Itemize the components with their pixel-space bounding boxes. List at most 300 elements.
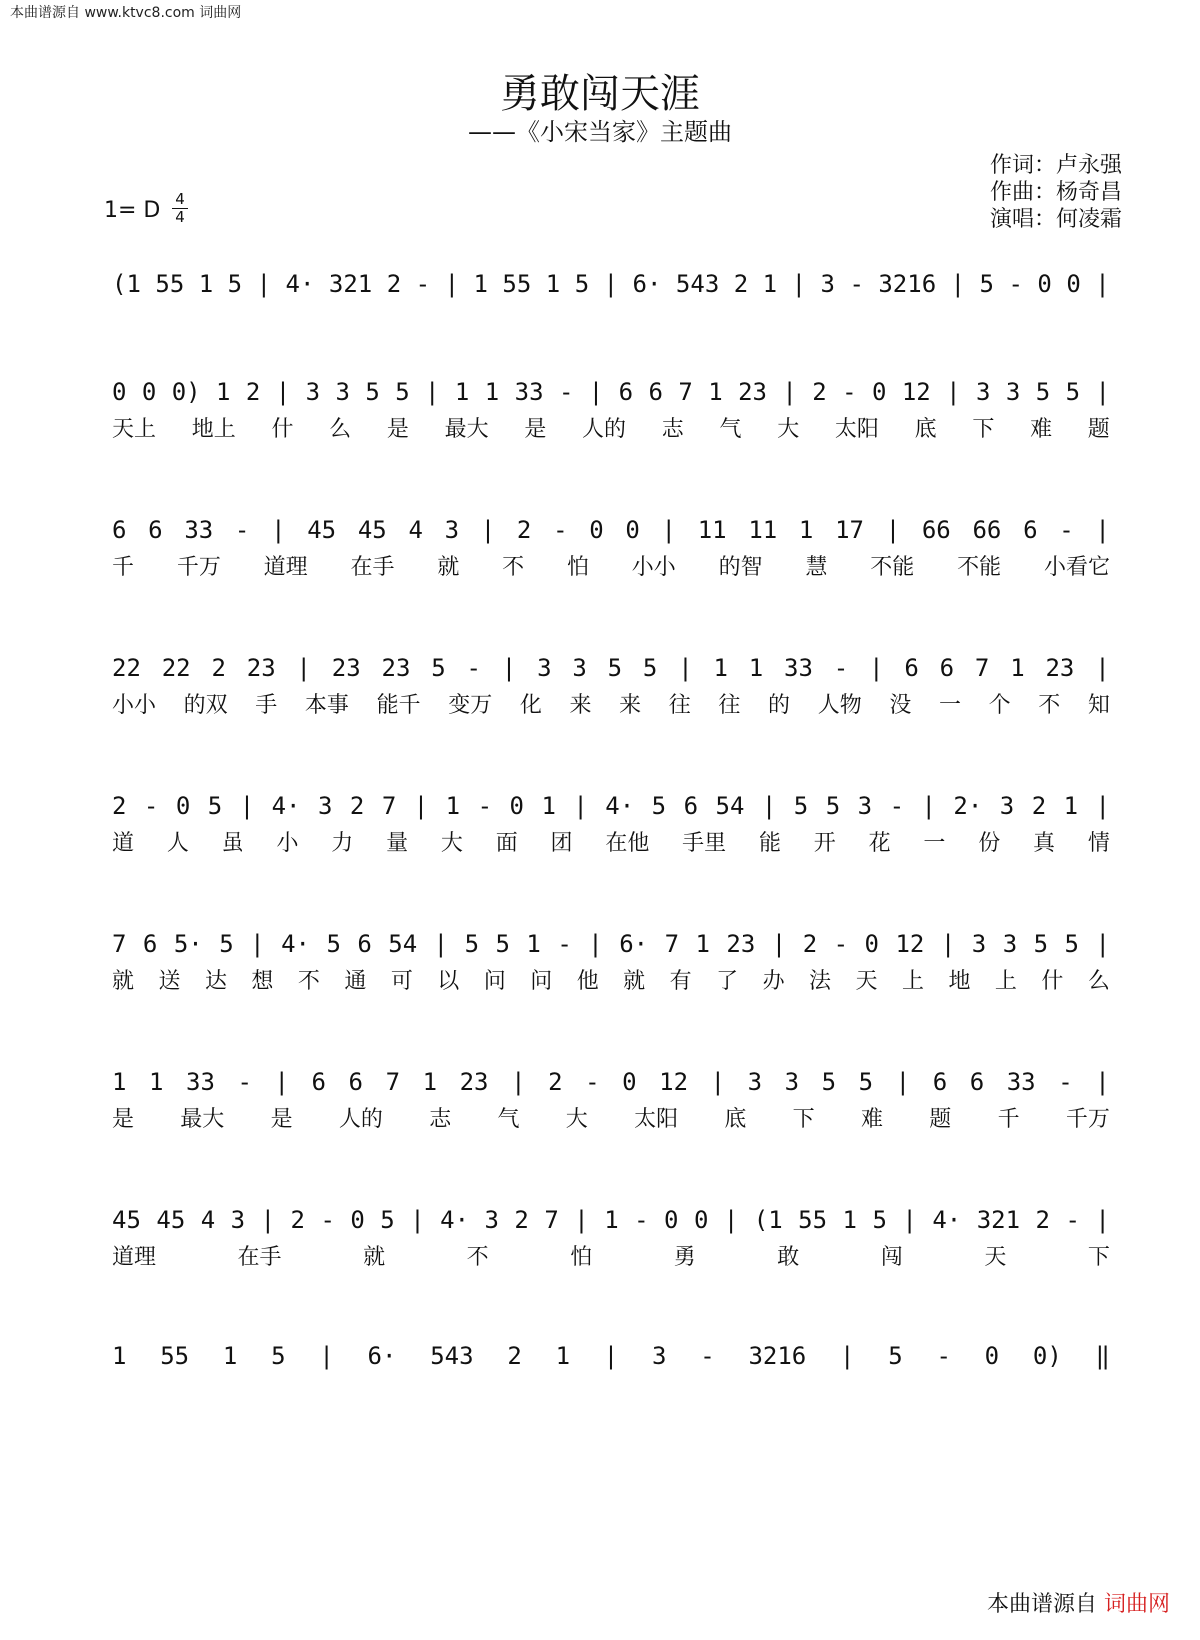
lyric-syllable: 的智 bbox=[718, 555, 763, 580]
lyric-syllable: 是 bbox=[112, 1107, 135, 1132]
note: 2 bbox=[1031, 792, 1047, 820]
lyric-syllable: 不能 bbox=[957, 555, 1002, 580]
note: 5 bbox=[431, 654, 446, 682]
lyric-syllable: 以 bbox=[437, 969, 460, 994]
note: 1 bbox=[422, 1068, 438, 1096]
lyric-syllable: 下 bbox=[792, 1107, 815, 1132]
lyric-syllable: 就 bbox=[112, 969, 135, 994]
note: - bbox=[585, 1068, 600, 1096]
barline: | bbox=[275, 378, 291, 406]
note: 45 bbox=[112, 1206, 141, 1234]
lyric-syllable: 手里 bbox=[682, 831, 727, 856]
note: 5 bbox=[858, 1068, 874, 1096]
lyric-syllable: 在手 bbox=[350, 555, 395, 580]
lyric-syllable: 不能 bbox=[870, 555, 915, 580]
lyric-syllable: 道理 bbox=[263, 555, 308, 580]
note: 6 bbox=[939, 654, 955, 682]
note: 0 bbox=[625, 516, 640, 544]
note: 0 bbox=[664, 1206, 679, 1234]
barline: | bbox=[869, 654, 884, 682]
lyric-syllable: 志 bbox=[429, 1107, 452, 1132]
note: 1 bbox=[762, 270, 778, 298]
note: 5 bbox=[464, 930, 480, 958]
notes-line bbox=[112, 924, 1110, 964]
note: 5 bbox=[227, 270, 243, 298]
lyric-syllable: 什 bbox=[1041, 969, 1064, 994]
lyric-syllable: 通 bbox=[344, 969, 367, 994]
note: 5 bbox=[495, 930, 510, 958]
note: - bbox=[833, 654, 849, 682]
note: - bbox=[849, 270, 864, 298]
note: 1 bbox=[149, 1068, 164, 1096]
lyric-syllable: 小小 bbox=[631, 555, 676, 580]
note: 45 bbox=[307, 516, 337, 544]
note: - bbox=[1008, 270, 1023, 298]
lyric-syllable: 面 bbox=[495, 831, 518, 856]
lyric-syllable: 小 bbox=[276, 831, 299, 856]
note: 5 bbox=[888, 1342, 903, 1370]
barline: | bbox=[950, 270, 966, 298]
note: 23 bbox=[331, 654, 361, 682]
note: 33 bbox=[1006, 1068, 1036, 1096]
lyric-syllable: 就 bbox=[623, 969, 646, 994]
note: 7 bbox=[112, 930, 127, 958]
note: 11 bbox=[697, 516, 727, 544]
note: 321 bbox=[328, 270, 373, 298]
lyric-syllable: 开 bbox=[813, 831, 836, 856]
barline: | bbox=[256, 270, 272, 298]
lyric-syllable: 千 bbox=[997, 1107, 1020, 1132]
barline: | bbox=[771, 930, 787, 958]
note: 55 bbox=[160, 1342, 190, 1370]
note: 0 bbox=[175, 792, 191, 820]
note: 66 bbox=[921, 516, 951, 544]
lyrics-line bbox=[112, 1102, 1110, 1133]
lyric-syllable: 虽 bbox=[221, 831, 244, 856]
note: 3 bbox=[230, 1206, 246, 1234]
note: 7 bbox=[381, 792, 397, 820]
note: 3 bbox=[652, 1342, 667, 1370]
note: 5 bbox=[651, 792, 667, 820]
note: 5 bbox=[1033, 930, 1049, 958]
note: 0 bbox=[871, 378, 887, 406]
lyric-syllable: 大 bbox=[565, 1107, 588, 1132]
note: 6 bbox=[142, 930, 158, 958]
barline: | bbox=[573, 792, 588, 820]
score-row bbox=[112, 924, 1110, 994]
lyric-syllable: 底 bbox=[724, 1107, 747, 1132]
note: 2 bbox=[514, 1206, 529, 1234]
lyric-syllable: 最大 bbox=[180, 1107, 225, 1132]
song-subtitle: ——《小宋当家》主题曲 bbox=[468, 118, 732, 146]
note: 5 bbox=[365, 378, 380, 406]
note: 12 bbox=[895, 930, 925, 958]
lyric-syllable: 底 bbox=[914, 417, 937, 442]
note: 5 bbox=[380, 1206, 395, 1234]
lyric-syllable: 本事 bbox=[304, 693, 349, 718]
note: - bbox=[237, 1068, 252, 1096]
note: 1 bbox=[526, 930, 541, 958]
note: - bbox=[558, 378, 574, 406]
barline: | bbox=[885, 516, 901, 544]
credit-lyricist: 作词：卢永强 bbox=[989, 153, 1122, 178]
barline: | bbox=[902, 1206, 917, 1234]
barline: | bbox=[1095, 516, 1110, 544]
note: 2 bbox=[211, 654, 226, 682]
note: 2 bbox=[290, 1206, 305, 1234]
notes-line bbox=[112, 1200, 1110, 1240]
lyric-syllable: 题 bbox=[929, 1107, 952, 1132]
credits-block bbox=[990, 152, 1122, 233]
lyric-syllable: 就 bbox=[437, 555, 460, 580]
lyric-syllable: 他 bbox=[576, 969, 599, 994]
barline: | bbox=[271, 516, 286, 544]
lyric-syllable: 达 bbox=[204, 969, 227, 994]
note: 33 bbox=[784, 654, 813, 682]
note: 7 bbox=[544, 1206, 559, 1234]
lyric-syllable: 力 bbox=[331, 831, 354, 856]
lyric-syllable: 闯 bbox=[880, 1245, 903, 1270]
credit-singer: 演唱：何凌霜 bbox=[989, 207, 1122, 232]
note: 5 bbox=[395, 378, 410, 406]
note: 1 bbox=[798, 516, 814, 544]
barline: | bbox=[433, 930, 449, 958]
note: - bbox=[143, 792, 159, 820]
note: 3 bbox=[999, 792, 1015, 820]
note: 11 bbox=[748, 516, 778, 544]
lyric-syllable: 敢 bbox=[777, 1245, 800, 1270]
top-watermark: 本曲谱源自 www.ktvc8.com 词曲网 bbox=[10, 5, 242, 21]
note: 22 bbox=[161, 654, 191, 682]
barline: | bbox=[480, 516, 496, 544]
note: 3 bbox=[537, 654, 552, 682]
note: 1 bbox=[198, 270, 214, 298]
lyric-syllable: 什 bbox=[271, 417, 294, 442]
lyric-syllable: 不 bbox=[1038, 693, 1061, 718]
note: 2 bbox=[349, 792, 365, 820]
barline: | bbox=[1095, 792, 1110, 820]
note: 1 bbox=[222, 1342, 238, 1370]
note: 4· bbox=[605, 792, 635, 820]
lyric-syllable: 地上 bbox=[191, 417, 236, 442]
note: 3 bbox=[484, 1206, 499, 1234]
lyric-syllable: 小看它 bbox=[1043, 555, 1110, 580]
lyric-syllable: 往 bbox=[668, 693, 691, 718]
lyric-syllable: 手 bbox=[255, 693, 278, 718]
note: 2 bbox=[812, 378, 827, 406]
barline: | bbox=[260, 1206, 276, 1234]
note: 2 bbox=[112, 792, 127, 820]
barline: | bbox=[1095, 930, 1110, 958]
note: 23 bbox=[381, 654, 411, 682]
note: 0 bbox=[864, 930, 879, 958]
time-signature bbox=[172, 192, 188, 225]
lyric-syllable: 下 bbox=[1087, 1245, 1110, 1270]
note: 6 bbox=[348, 1068, 363, 1096]
note: 6 bbox=[683, 792, 699, 820]
barline: | bbox=[940, 930, 956, 958]
note: - bbox=[833, 930, 849, 958]
note: 4· bbox=[281, 930, 310, 958]
note: 5 bbox=[1035, 378, 1051, 406]
note: 6· bbox=[632, 270, 662, 298]
notes-line bbox=[112, 1336, 1110, 1376]
note: 33 bbox=[514, 378, 544, 406]
lyric-syllable: 难 bbox=[1030, 417, 1053, 442]
score-row bbox=[112, 786, 1110, 856]
time-numerator: 4 bbox=[175, 190, 185, 208]
note: 33 bbox=[186, 1068, 215, 1096]
note: 3 bbox=[335, 378, 350, 406]
note: 5 bbox=[793, 792, 809, 820]
note: - bbox=[889, 792, 905, 820]
lyric-syllable: 么 bbox=[1087, 969, 1110, 994]
note: 2 bbox=[507, 1342, 522, 1370]
barline: | bbox=[678, 654, 693, 682]
note: 543 bbox=[430, 1342, 474, 1370]
bottom-watermark-site: 词曲网 bbox=[1103, 1592, 1170, 1617]
note: 7 bbox=[678, 378, 693, 406]
lyric-syllable: 份 bbox=[978, 831, 1001, 856]
note: 6· bbox=[619, 930, 649, 958]
barline: | bbox=[791, 270, 807, 298]
lyric-syllable: 在手 bbox=[237, 1245, 282, 1270]
note: 3 bbox=[317, 792, 333, 820]
note: 6 bbox=[618, 378, 634, 406]
note: 2 bbox=[733, 270, 749, 298]
lyric-syllable: 人 bbox=[166, 831, 189, 856]
note: 0 bbox=[589, 516, 604, 544]
lyric-syllable: 法 bbox=[809, 969, 832, 994]
notes-line bbox=[112, 264, 1110, 304]
note: - bbox=[1065, 1206, 1080, 1234]
lyric-syllable: 道理 bbox=[112, 1245, 157, 1270]
lyrics-line bbox=[112, 550, 1110, 581]
lyric-syllable: 题 bbox=[1087, 417, 1110, 442]
note: 3 bbox=[305, 378, 321, 406]
lyric-syllable: 在他 bbox=[605, 831, 650, 856]
lyric-syllable: 个 bbox=[988, 693, 1011, 718]
note: 55 bbox=[502, 270, 532, 298]
barline: | bbox=[603, 270, 619, 298]
note: 1 bbox=[216, 378, 231, 406]
score-row bbox=[112, 1336, 1110, 1376]
note: 1 bbox=[555, 1342, 571, 1370]
note: 5 bbox=[825, 792, 841, 820]
lyric-syllable: 就 bbox=[363, 1245, 386, 1270]
note: 1 bbox=[473, 270, 488, 298]
barline: | bbox=[1095, 654, 1110, 682]
note: - bbox=[700, 1342, 715, 1370]
lyric-syllable: 不 bbox=[297, 969, 320, 994]
note: 6 bbox=[148, 516, 163, 544]
note: 1 bbox=[604, 1206, 619, 1234]
note: - bbox=[557, 930, 572, 958]
barline: | bbox=[588, 930, 603, 958]
note: 0 bbox=[1066, 270, 1081, 298]
note: - bbox=[415, 270, 431, 298]
note: 5 bbox=[326, 930, 341, 958]
score-row bbox=[112, 1062, 1110, 1132]
note: 2 bbox=[386, 270, 402, 298]
note: 1 bbox=[695, 930, 710, 958]
note: - bbox=[936, 1342, 951, 1370]
note: 3 bbox=[784, 1068, 800, 1096]
note: 12 bbox=[901, 378, 931, 406]
note: 1 bbox=[484, 378, 500, 406]
note: 23 bbox=[726, 930, 756, 958]
lyric-syllable: 太阳 bbox=[634, 1107, 679, 1132]
note: 6 bbox=[932, 1068, 948, 1096]
note: 23 bbox=[1045, 654, 1075, 682]
lyric-syllable: 送 bbox=[158, 969, 181, 994]
note: 5 bbox=[872, 1206, 887, 1234]
lyric-syllable: 情 bbox=[1087, 831, 1110, 856]
lyric-syllable: 一 bbox=[923, 831, 946, 856]
note: 1 bbox=[708, 378, 723, 406]
lyrics-line bbox=[112, 826, 1110, 857]
barline: | bbox=[501, 654, 517, 682]
lyric-syllable: 大 bbox=[777, 417, 800, 442]
note: 54 bbox=[715, 792, 745, 820]
note: 55 bbox=[798, 1206, 828, 1234]
lyric-syllable: 是 bbox=[524, 417, 547, 442]
note: 1 bbox=[748, 654, 764, 682]
note: 1 bbox=[112, 1342, 127, 1370]
note: 1 bbox=[1010, 654, 1025, 682]
note: 2 bbox=[802, 930, 818, 958]
note: 543 bbox=[675, 270, 720, 298]
bottom-watermark-prefix: 本曲谱源自 bbox=[986, 1592, 1097, 1617]
note: 4· bbox=[932, 1206, 962, 1234]
barline: | bbox=[444, 270, 460, 298]
lyric-syllable: 的 bbox=[768, 693, 791, 718]
note: 5 bbox=[607, 654, 623, 682]
notes-line bbox=[112, 648, 1110, 688]
note: 55 bbox=[155, 270, 185, 298]
lyric-syllable: 问 bbox=[530, 969, 553, 994]
note: 6 bbox=[904, 654, 919, 682]
note: - bbox=[634, 1206, 649, 1234]
note: 6 bbox=[969, 1068, 985, 1096]
barline: | bbox=[1095, 270, 1110, 298]
barline: | bbox=[250, 930, 265, 958]
note: 12 bbox=[659, 1068, 689, 1096]
note: 3 bbox=[747, 1068, 763, 1096]
note: 4 bbox=[408, 516, 423, 544]
score-row bbox=[112, 510, 1110, 580]
lyric-syllable: 气 bbox=[719, 417, 742, 442]
lyric-syllable: 可 bbox=[390, 969, 413, 994]
note: 1 bbox=[713, 654, 728, 682]
notes-line bbox=[112, 786, 1110, 826]
note: 3 bbox=[971, 930, 987, 958]
score-row bbox=[112, 1200, 1110, 1270]
lyric-syllable: 往 bbox=[718, 693, 741, 718]
barline: | bbox=[1095, 378, 1110, 406]
lyric-syllable: 天 bbox=[984, 1245, 1007, 1270]
note: 7 bbox=[974, 654, 990, 682]
lyric-syllable: 最大 bbox=[444, 417, 489, 442]
note: 0 bbox=[984, 1342, 1000, 1370]
lyric-syllable: 的双 bbox=[183, 693, 228, 718]
note: 0) bbox=[1032, 1342, 1062, 1370]
lyric-syllable: 知 bbox=[1087, 693, 1110, 718]
notes-line bbox=[112, 372, 1110, 412]
note: 4· bbox=[440, 1206, 470, 1234]
note: 0 bbox=[509, 792, 524, 820]
note: 4· bbox=[271, 792, 301, 820]
lyric-syllable: 不 bbox=[466, 1245, 489, 1270]
time-denominator: 4 bbox=[175, 208, 185, 226]
lyric-syllable: 量 bbox=[386, 831, 409, 856]
barline: | bbox=[895, 1068, 911, 1096]
lyric-syllable: 上 bbox=[994, 969, 1017, 994]
barline: | bbox=[274, 1068, 289, 1096]
note: - bbox=[477, 792, 493, 820]
note: - bbox=[234, 516, 250, 544]
score-row bbox=[112, 264, 1110, 304]
note: 5 bbox=[979, 270, 994, 298]
lyric-syllable: 来 bbox=[569, 693, 592, 718]
note: - bbox=[1058, 1068, 1073, 1096]
note: 54 bbox=[388, 930, 418, 958]
note: 22 bbox=[112, 654, 141, 682]
lyric-syllable: 化 bbox=[519, 693, 542, 718]
lyric-syllable: 人的 bbox=[338, 1107, 383, 1132]
lyric-syllable: 天上 bbox=[112, 417, 157, 442]
note: 1 bbox=[454, 378, 470, 406]
barline: | bbox=[574, 1206, 589, 1234]
barline: | bbox=[723, 1206, 739, 1234]
note: 3 bbox=[820, 270, 835, 298]
note: 5· bbox=[173, 930, 203, 958]
note: 0 bbox=[112, 378, 127, 406]
note: 3 bbox=[857, 792, 873, 820]
lyric-syllable: 一 bbox=[938, 693, 961, 718]
note: 3 bbox=[444, 516, 460, 544]
lyric-syllable: 不 bbox=[502, 555, 525, 580]
lyric-syllable: 花 bbox=[868, 831, 891, 856]
barline: ‖ bbox=[1095, 1342, 1110, 1370]
lyric-syllable: 志 bbox=[661, 417, 684, 442]
note: - bbox=[842, 378, 857, 406]
note: 5 bbox=[207, 792, 223, 820]
lyric-syllable: 怕 bbox=[570, 1245, 593, 1270]
barline: | bbox=[239, 792, 255, 820]
note: 1 bbox=[445, 792, 461, 820]
lyric-syllable: 能 bbox=[758, 831, 781, 856]
credit-composer: 作曲：杨奇昌 bbox=[989, 180, 1122, 205]
barline: | bbox=[296, 654, 311, 682]
note: 3 bbox=[976, 378, 991, 406]
note: 1 bbox=[842, 1206, 857, 1234]
lyric-syllable: 慧 bbox=[805, 555, 828, 580]
note: 3216 bbox=[878, 270, 937, 298]
note: 2 bbox=[516, 516, 532, 544]
note: 0 bbox=[1037, 270, 1052, 298]
note: 3 bbox=[1005, 378, 1021, 406]
note: 5 bbox=[1065, 378, 1081, 406]
lyric-syllable: 有 bbox=[669, 969, 692, 994]
note: 66 bbox=[972, 516, 1002, 544]
barline: | bbox=[661, 516, 676, 544]
note: 0 bbox=[141, 378, 157, 406]
note: 4· bbox=[285, 270, 315, 298]
note: 45 bbox=[156, 1206, 186, 1234]
lyric-syllable: 想 bbox=[251, 969, 274, 994]
lyric-syllable: 难 bbox=[860, 1107, 883, 1132]
